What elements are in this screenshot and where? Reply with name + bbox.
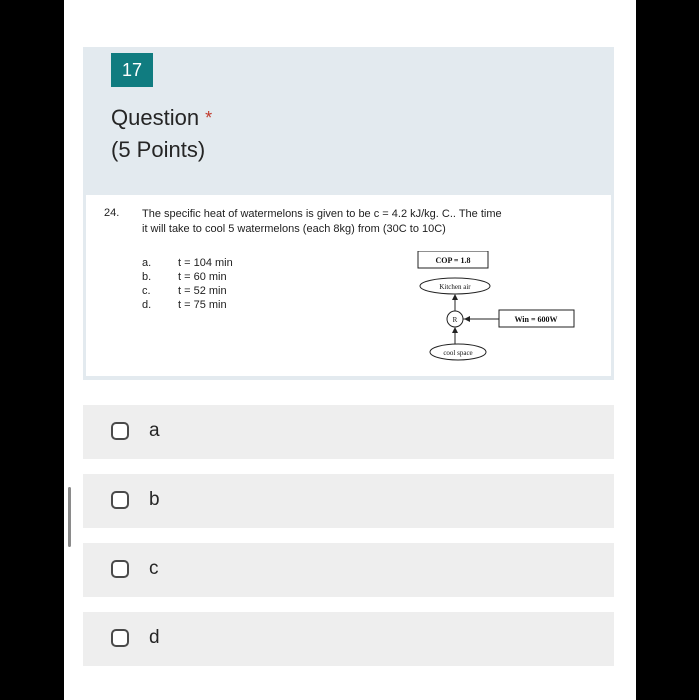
work-label: Win = 600W [514,315,558,324]
choice-text-d: t = 75 min [178,299,227,311]
problem-text-line-1: The specific heat of watermelons is given to be c = 4.2 kJ/kg. C.. The time [142,208,502,220]
option-d[interactable] [83,612,614,666]
scrollbar-thumb[interactable] [68,487,71,547]
question-number-badge: 17 [111,53,153,87]
option-a[interactable] [83,405,614,459]
problem-text [142,207,582,237]
choice-letter-c: c. [142,285,151,297]
option-label-b: b [149,489,160,510]
choice-text-a: t = 104 min [178,257,233,269]
problem-number: 24. [104,207,120,219]
cool-space-label: cool space [443,349,473,357]
question-card [83,47,614,380]
kitchen-air-label: Kitchen air [439,283,471,291]
refrigerator-diagram [413,251,583,371]
heat-out-arrowhead [452,294,458,300]
required-asterisk: * [205,108,213,128]
choice-letter-b: b. [142,271,152,283]
question-title-text: Question [111,105,200,130]
choice-text-b: t = 60 min [178,271,227,283]
checkbox-d[interactable] [111,629,129,647]
option-label-a: a [149,420,160,441]
question-image [86,195,611,376]
option-label-c: c [149,558,159,579]
checkbox-c[interactable] [111,560,129,578]
work-in-arrowhead [464,316,470,322]
checkbox-b[interactable] [111,491,129,509]
cop-label: COP = 1.8 [435,256,471,265]
option-label-d: d [149,627,160,648]
choice-letter-a: a. [142,257,152,269]
choice-letter-d: d. [142,299,152,311]
option-b[interactable] [83,474,614,528]
option-c[interactable] [83,543,614,597]
question-points: (5 Points) [111,137,206,162]
question-title [111,104,212,132]
checkbox-a[interactable] [111,422,129,440]
choice-text-c: t = 52 min [178,285,227,297]
problem-text-line-2: it will take to cool 5 watermelons (each 8kg) from (30C to 10C) [142,223,446,235]
heat-in-arrowhead [452,327,458,333]
refrigerator-label: R [452,316,458,324]
